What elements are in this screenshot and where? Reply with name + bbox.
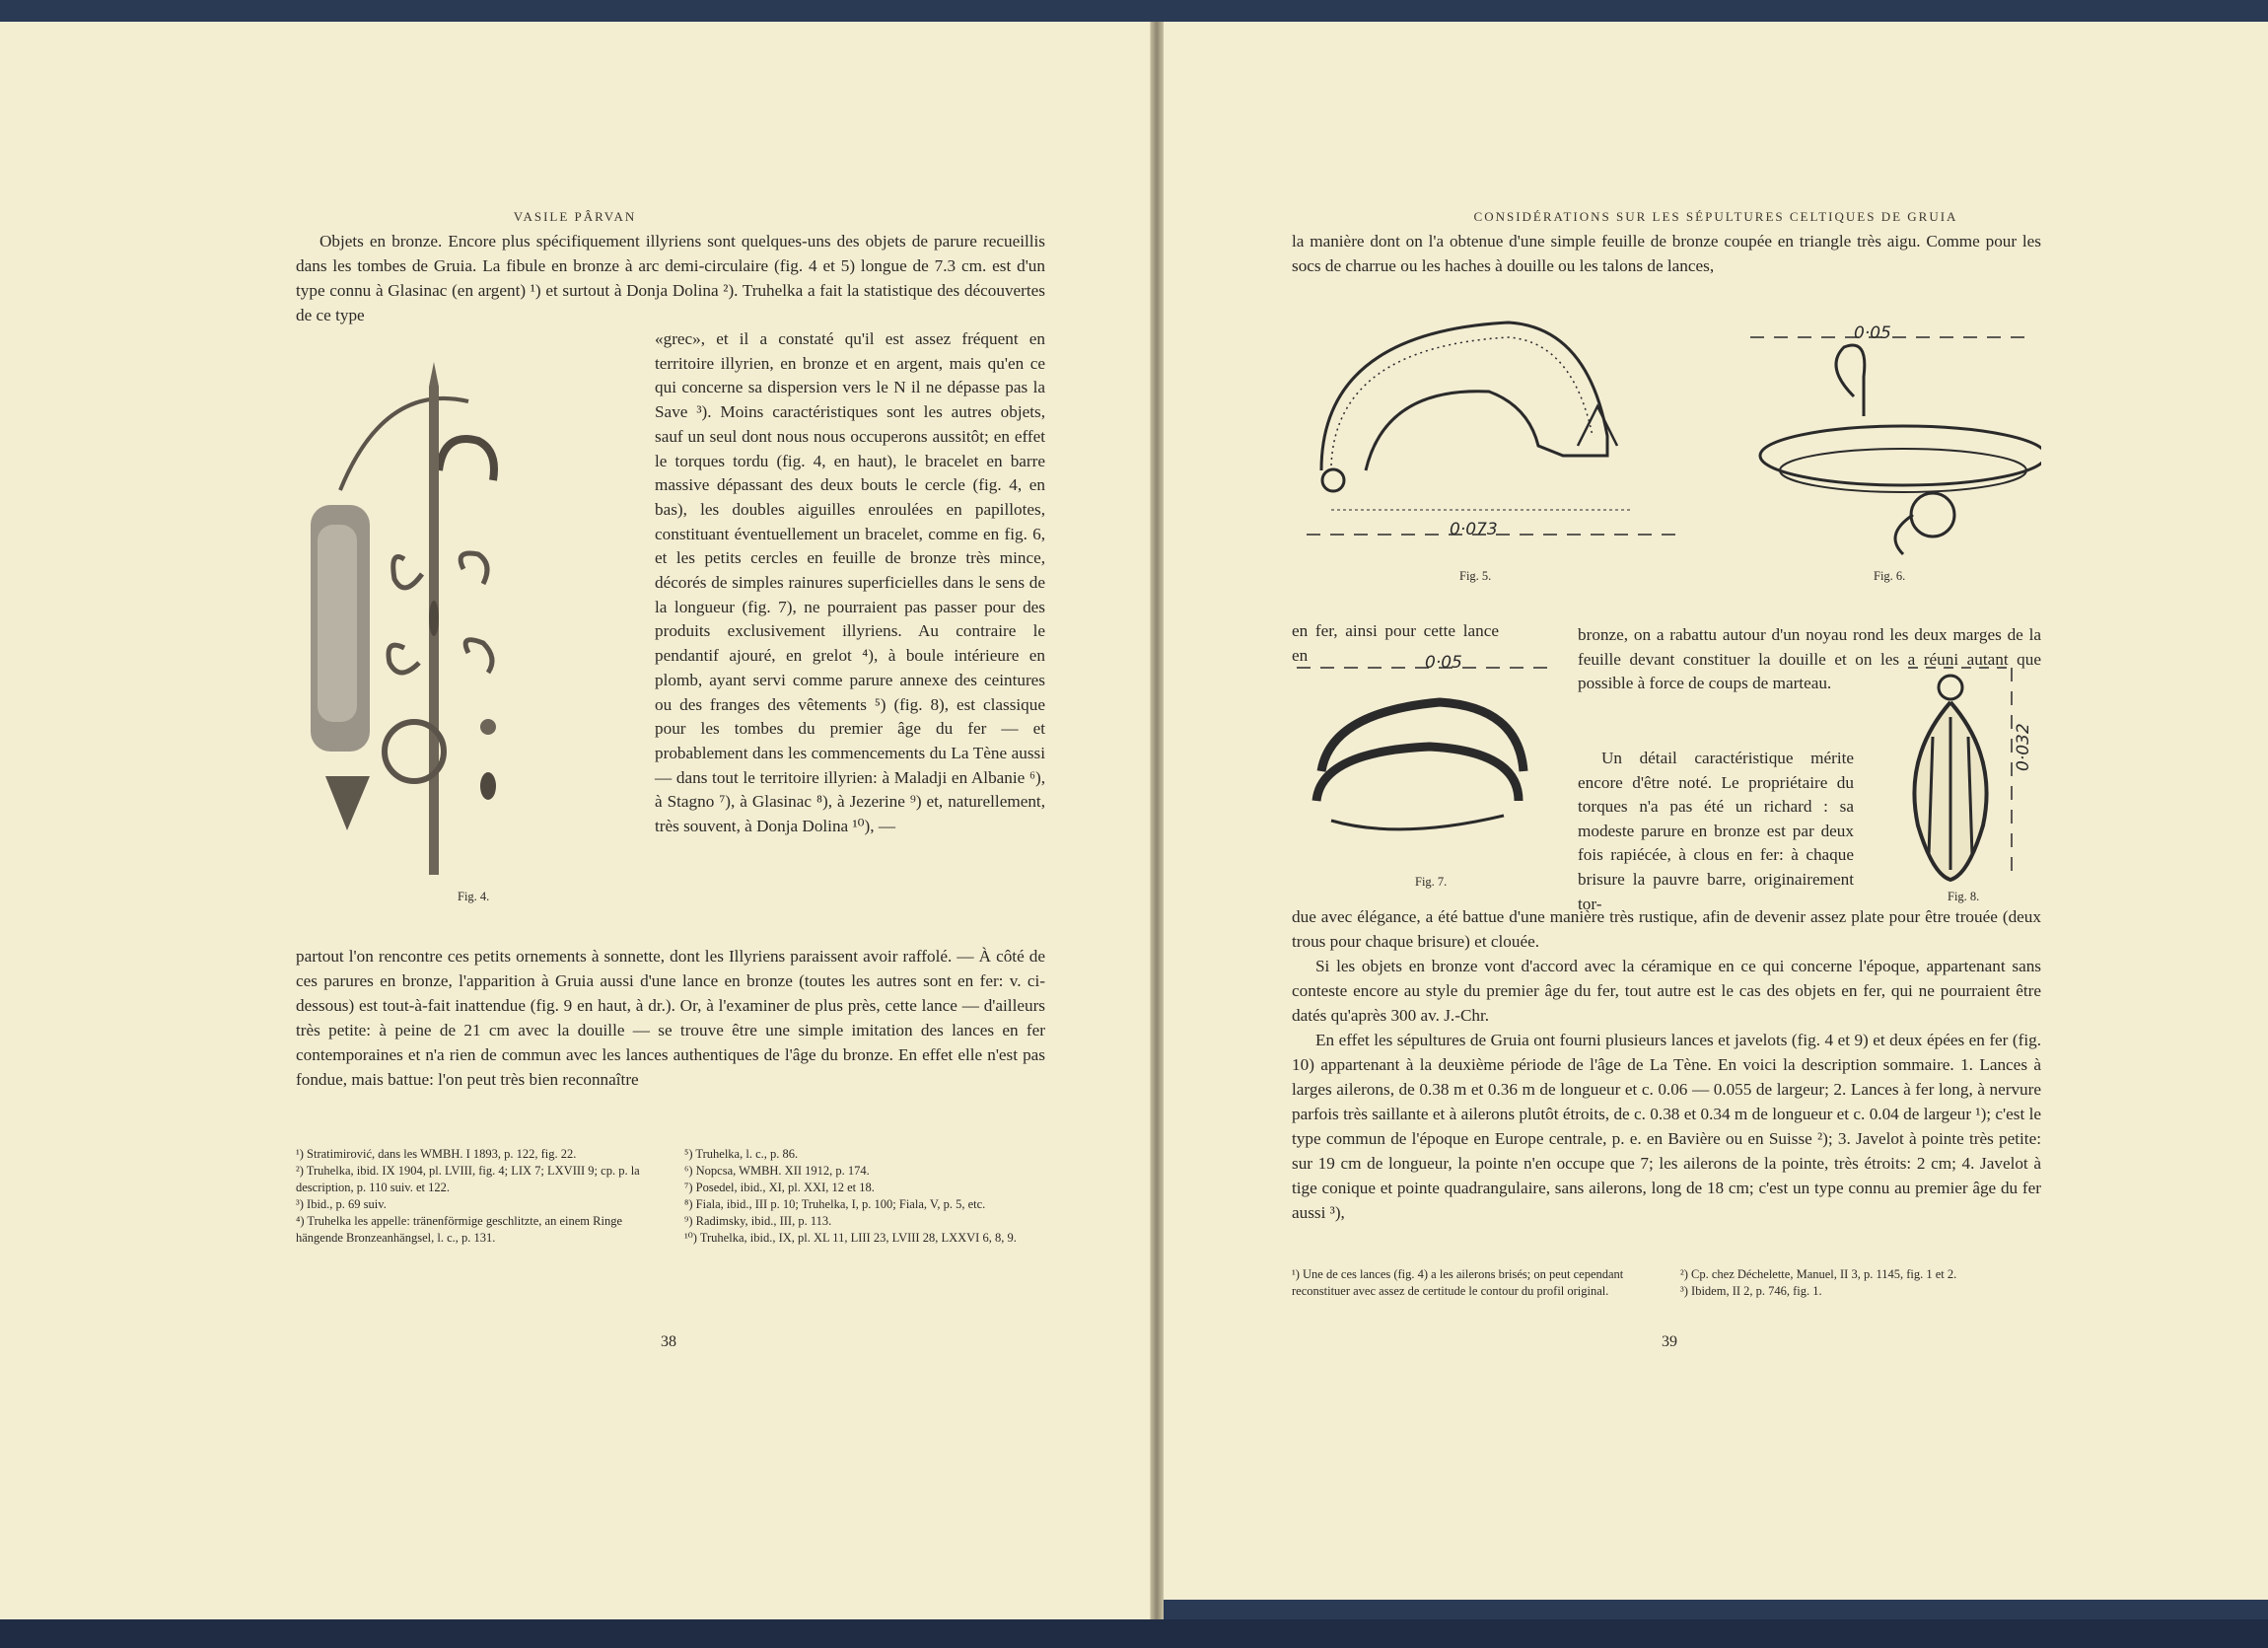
main-text-para: En effet les sépultures de Gruia ont fourni plusieurs lances et javelots (fig. 4 et 9) et deux épées en fer (fig. 10) appartenant à la deuxième période de l'âge de La Tène. En voici la description sommaire. 1. Lances à larges ailerons, de 0.38 m et 0.36 m de longueur et c. 0.06 — 0.055 de largeur; 2. Lances à fer long, à nervure parfois très saillante et à ailerons plutôt étroits, de c. 0.38 et 0.34 m de longueur et c. 0.04 de largeur ¹); c'est le type commun de l'époque en Europe centrale, p. e. en Bavière ou en Suisse ²); 3. Javelot à pointe très petite: sur 19 cm de longueur, la pointe n'en occupe que 7; les ailerons de la pointe, très étroits: 2 cm; 4. Javelot à tige conique et pointe quadrangulaire, sans ailerons, long de 18 cm; c'est un type connu au premier âge du fer aussi ³), — [1292, 1031, 2041, 1222]
book-cover-edge — [0, 1619, 2268, 1648]
figure-7-rings — [1292, 653, 1558, 850]
footnote: ⁵) Truhelka, l. c., p. 86. — [684, 1147, 799, 1161]
intro-text: Objets en bronze. Encore plus spécifiquement illyriens sont quelques-uns des objets de parure recueillis dans les tombes de Gruia. La fibule en bronze à arc demi-circulaire (fig. 4 et 5) longue de 7.3 cm. est d'un type connu à Glasinac (en argent) ¹) et surtout à Donja Dolina ²). Truhelka a fait la statistique des découvertes de ce type — [296, 232, 1045, 324]
fig8-pendant-drawing — [1893, 658, 2031, 899]
fig4-caption: Fig. 4. — [458, 890, 490, 903]
footnote: ⁹) Radimsky, ibid., III, p. 113. — [684, 1214, 832, 1228]
fig8-dimension: 0·032 — [2014, 723, 2033, 771]
column-text — [655, 327, 1045, 839]
fig7-dimension: 0·05 — [1425, 653, 1462, 673]
main-paragraphs — [1292, 904, 2041, 1225]
continuation-text: partout l'on rencontre ces petits ornements à sonnette, dont les Illyriens paraissent avoir raffolé. — À côté de ces parures en bronze, l'apparition à Gruia aussi d'une lance en bronze (toutes les autres sont en fer: v. ci-dessous) est tout-à-fait inattendue (fig. 9 en haut, à dr.). Or, à l'examiner de plus près, cette lance — d'ailleurs très petite: à peine de 21 cm avec la douille — se trouve être une simple imitation des lances en fer contemporaines et n'a rien de commun avec les lances authentiques de l'âge du bronze. En effet elle n'est pas fondue, mais battue: l'on peut très bien reconnaître — [296, 947, 1045, 1089]
page-number-left: 38 — [661, 1333, 676, 1350]
fig8-caption: Fig. 8. — [1948, 890, 1980, 903]
footnote: ³) Ibidem, II 2, p. 746, fig. 1. — [1680, 1284, 1822, 1298]
footnote: ³) Ibid., p. 69 suiv. — [296, 1197, 387, 1211]
main-text-para: due avec élégance, a été battue d'une manière très rustique, afin de devenir assez plate pour être trouée (deux trous pour chaque brisure) et clouée. — [1292, 907, 2041, 951]
footnotes-left — [296, 1146, 1045, 1247]
fig7-lead-line: en fer, ainsi pour cette lance en — [1292, 621, 1499, 665]
footnote: ⁷) Posedel, ibid., XI, pl. XXI, 12 et 18. — [684, 1181, 875, 1194]
footnote: ¹⁰) Truhelka, ibid., IX, pl. XL 11, LIII 23, LVIII 28, LXXVI 6, 8, 9. — [684, 1231, 1017, 1245]
middle-paragraph-2 — [1578, 747, 1854, 916]
middle-text: bronze, on a rabattu autour d'un noyau rond les deux marges de la feuille devant constituer la douille et on les a réuni autant que possible à force de coups de marteau. — [1578, 625, 2041, 693]
figure-5-fibula — [1292, 298, 1706, 594]
fig4-objects-image — [296, 362, 651, 914]
footnote: ⁴) Truhelka les appelle: tränenförmige geschlitzte, an einem Ringe hängende Bronzeanhängsel, l. c., p. 131. — [296, 1214, 622, 1245]
running-head-right: CONSIDÉRATIONS SUR LES SÉPULTURES CELTIQUES DE GRUIA — [1473, 209, 1958, 224]
column-paragraph: «grec», et il a constaté qu'il est assez fréquent en territoire illyrien, en bronze et en argent, mais qu'en ce qui concerne sa dispersion vers le N il ne dépasse pas la Save ³). Moins caractéristiques sont les autres objets, sauf un seul dont nous nous occuperons aussitôt; en effet le torques tordu (fig. 4, en haut), le bracelet en barre massive dépassant des deux bouts le cercle (fig. 4, en bas), les doubles aiguilles enroulées en papillotes, constituant éventuellement un bracelet, comme en fig. 6, et les petits cercles en feuille de bronze très mince, décorés de simples rainures superficielles dans le sens de la longueur (fig. 7), ne pourraient pas passer pour des produits exclusivement illyriens. Au contraire le pendantif ajouré, en grelot ⁴), à boule intérieure en plomb, ayant servi comme parure annexe des ceintures ou des franges des vêtements ⁵) (fig. 8), est classique pour les tombes du premier âge du fer — et probablement dans les commencements du La Tène aussi — dans tout le territoire illyrien: à Maladji en Albanie ⁶), à Stagno ⁷), à Glasinac ⁸), à Jezerine ⁹) et, naturellement, très souvent, à Donja Dolina ¹⁰), — — [655, 329, 1045, 836]
main-text-para: Si les objets en bronze vont d'accord avec la céramique en ce qui concerne l'époque, appartenant sans conteste encore au style du premier âge du fer, tout autre est le cas des objets en fer, qui ne pourraient être datés qu'après 300 av. J.-Chr. — [1292, 957, 2041, 1025]
fig5-caption: Fig. 5. — [1459, 569, 1492, 583]
fig6-bracelet-drawing — [1745, 308, 2041, 564]
footnote: ⁶) Nopcsa, WMBH. XII 1912, p. 174. — [684, 1164, 870, 1178]
page-number-right: 39 — [1662, 1333, 1677, 1350]
footnote: ²) Cp. chez Déchelette, Manuel, II 3, p. 1145, fig. 1 et 2. — [1680, 1267, 1957, 1281]
running-head-left: VASILE PÂRVAN — [513, 209, 637, 224]
footnote: ¹) Stratimirović, dans les WMBH. I 1893, p. 122, fig. 22. — [296, 1147, 577, 1161]
left-page — [0, 22, 1151, 1619]
footnote: ⁸) Fiala, ibid., III p. 10; Truhelka, I, p. 100; Fiala, V, p. 5, etc. — [684, 1197, 986, 1211]
intro-paragraph — [296, 229, 1045, 327]
fig5-fibula-drawing — [1292, 298, 1706, 594]
top-paragraph — [1292, 229, 2041, 278]
right-page — [1164, 22, 2268, 1600]
figure-6-bracelet — [1745, 308, 2041, 564]
fig7-caption: Fig. 7. — [1415, 875, 1448, 889]
footnote: ¹) Une de ces lances (fig. 4) a les ailerons brisés; on peut cependant reconstituer avec assez de certitude le contour du profil original. — [1292, 1267, 1624, 1298]
figure-8-pendant — [1893, 658, 2031, 899]
figure-4-plate — [296, 362, 651, 914]
fig6-dimension: 0·05 — [1854, 323, 1891, 343]
footnote: ²) Truhelka, ibid. IX 1904, pl. LVIII, fig. 4; LIX 7; LXVIII 9; cp. p. la description, p. 110 suiv. et 122. — [296, 1164, 640, 1194]
fig5-dimension: 0·073 — [1450, 520, 1498, 539]
fig6-caption: Fig. 6. — [1874, 569, 1906, 583]
continuation-paragraph — [296, 944, 1045, 1092]
middle-text-2: Un détail caractéristique mérite encore d'être noté. Le propriétaire du torques n'a pas été un richard : sa modeste parure en bronze est par deux fois rapiécée, à clous en fer: à chaque brisure la pauvre barre, originairement tor- — [1578, 749, 1854, 913]
footnotes-right — [1292, 1266, 2041, 1300]
book-gutter — [1150, 22, 1164, 1619]
fig7-rings-drawing — [1292, 653, 1558, 850]
top-text: la manière dont on l'a obtenue d'une simple feuille de bronze coupée en triangle très aigu. Comme pour les socs de charrue ou les haches à douille ou les talons de lances, — [1292, 232, 2041, 275]
